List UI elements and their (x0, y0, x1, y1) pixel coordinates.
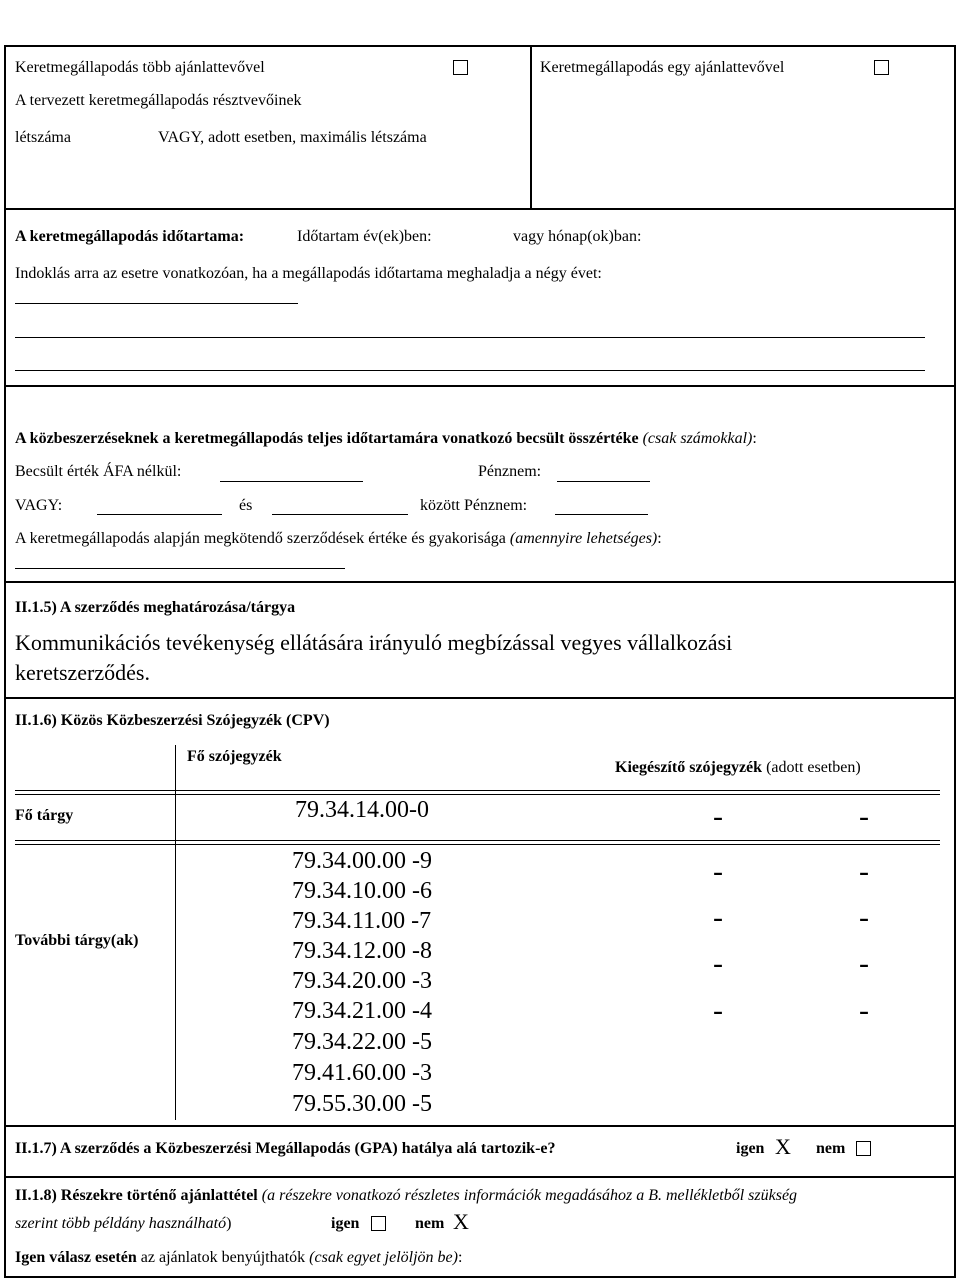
numbers-only-note: (csak számokkal) (642, 430, 753, 447)
estimated-value-label: Becsült érték ÁFA nélkül: (15, 463, 182, 480)
cpv-heading: II.1.6) Közös Közbeszerzési Szójegyzék (CPV) (15, 712, 330, 729)
colon: : (752, 430, 757, 447)
select-one-note: (csak egyet jelöljön be) (309, 1249, 458, 1266)
cpv-other-row-label: További tárgy(ak) (15, 932, 139, 949)
if-possible-note: (amennyire lehetséges) (509, 530, 658, 547)
lots-no-mark[interactable]: X (453, 1209, 469, 1234)
lots-note-paren: ) (226, 1215, 232, 1232)
lots-yes-checkbox[interactable] (371, 1216, 386, 1231)
cpv-other-code: 79.34.00.00 -9 (292, 848, 432, 874)
lots-heading (15, 1187, 797, 1205)
lots-answer-line (15, 1249, 462, 1267)
gpa-no-checkbox[interactable] (856, 1141, 871, 1156)
cpv-main-row-rule (15, 840, 940, 841)
gpa-question: II.1.7) A szerződés a Közbeszerzési Megállapodás (GPA) hatálya alá tartozik-e? (15, 1140, 556, 1157)
if-yes-label: Igen válasz esetén (15, 1249, 137, 1266)
duration-reason-label: Indoklás arra az esetre vonatkozóan, ha a megállapodás időtartama meghaladja a négy évet: (15, 265, 602, 282)
cpv-main-row-label: Fő tárgy (15, 807, 74, 824)
gpa-yes-mark[interactable]: X (775, 1134, 791, 1159)
gpa-no-label: nem (816, 1140, 846, 1157)
left-rule (4, 45, 6, 1277)
or-label: VAGY: (15, 497, 63, 514)
right-rule (954, 45, 956, 1277)
duration-years-label: Időtartam év(ek)ben: (297, 228, 432, 245)
cpv-main-row-rule-double (15, 844, 940, 845)
contract-subject-heading: II.1.5) A szerződés meghatározása/tárgya (15, 599, 296, 616)
framework-multi-label: Keretmegállapodás több ajánlattevővel (15, 59, 265, 76)
currency-field-2[interactable] (555, 514, 648, 515)
duration-months-label: vagy hónap(ok)ban: (513, 228, 642, 245)
cpv-main-supp-1: - (713, 800, 723, 833)
range-min-field[interactable] (97, 514, 222, 515)
contract-subject-text-2: keretszerződés. (15, 660, 150, 685)
cpv-other-supp: - (713, 901, 723, 934)
cpv-col-rule (175, 745, 176, 1120)
cpv-other-code: 79.34.10.00 -6 (292, 878, 432, 904)
reason-line-2[interactable] (15, 337, 925, 338)
cpv-other-code: 79.41.60.00 -3 (292, 1060, 432, 1086)
contract-subject-text-1: Kommunikációs tevékenység ellátására irányuló megbízással vegyes vállalkozási (15, 630, 733, 655)
cpv-main-column-header: Fő szójegyzék (187, 748, 282, 765)
max-headcount-label: VAGY, adott esetben, maximális létszáma (158, 129, 427, 146)
rule-2 (4, 208, 956, 210)
cpv-supplementary-column-header (615, 759, 861, 777)
cpv-header-rule-double (15, 794, 940, 795)
cpv-other-supp: - (859, 947, 869, 980)
gpa-yes-label: igen (736, 1140, 765, 1157)
currency-label-1: Pénznem: (478, 463, 542, 480)
colon: : (657, 530, 662, 547)
cpv-other-code: 79.34.21.00 -4 (292, 998, 432, 1024)
between-currency-label: között Pénznem: (420, 497, 528, 514)
cpv-main-code: 79.34.14.00-0 (295, 797, 429, 823)
framework-multi-checkbox[interactable] (453, 60, 468, 75)
cpv-other-supp: - (859, 994, 869, 1027)
contracts-value-heading (15, 530, 662, 548)
top-rule (4, 45, 956, 47)
cpv-other-code: 79.34.20.00 -3 (292, 968, 432, 994)
cpv-other-code: 79.34.12.00 -8 (292, 938, 432, 964)
lots-heading-label: II.1.8) Részekre történő ajánlattétel (15, 1187, 258, 1204)
lots-note-line-2 (15, 1215, 231, 1233)
middle-rule (530, 45, 532, 210)
cpv-other-code: 79.55.30.00 -5 (292, 1091, 432, 1117)
duration-label: A keretmegállapodás időtartama: (15, 228, 245, 245)
currency-field-1[interactable] (557, 481, 650, 482)
lots-no-label: nem (415, 1215, 445, 1232)
range-max-field[interactable] (272, 514, 408, 515)
cpv-other-code: 79.34.11.00 -7 (292, 908, 432, 934)
cpv-other-code: 79.34.22.00 -5 (292, 1029, 432, 1055)
cpv-main-supp-2: - (859, 800, 869, 833)
cpv-other-supp: - (859, 855, 869, 888)
lots-yes-label: igen (331, 1215, 360, 1232)
and-label: és (239, 497, 253, 514)
rule-3 (4, 385, 956, 387)
estimated-total-title: A közbeszerzéseknek a keretmegállapodás teljes időtartamára vonatkozó becsült összértéke (15, 430, 639, 447)
estimated-total-heading (15, 430, 757, 448)
bottom-rule (4, 1276, 956, 1278)
lots-note-1: (a részekre vonatkozó részletes információk megadásához a B. mellékletből szükség (261, 1187, 798, 1204)
framework-single-checkbox[interactable] (874, 60, 889, 75)
lots-note-2: szerint több példány használható (15, 1215, 227, 1232)
cpv-other-supp: - (859, 901, 869, 934)
estimated-value-field[interactable] (220, 481, 363, 482)
cpv-other-supp: - (713, 994, 723, 1027)
cpv-header-rule (15, 790, 940, 791)
rule-4 (4, 581, 956, 583)
contracts-value-label: A keretmegállapodás alapján megkötendő szerződések értéke és gyakorisága (15, 530, 506, 547)
supplementary-label: Kiegészítő szójegyzék (615, 759, 763, 776)
framework-single-label: Keretmegállapodás egy ajánlattevővel (540, 59, 785, 76)
if-applicable-note: (adott esetben) (766, 759, 861, 776)
rule-6 (4, 1125, 956, 1127)
participants-label: A tervezett keretmegállapodás résztvevőinek (15, 92, 302, 109)
headcount-label: létszáma (15, 129, 71, 146)
rule-7 (4, 1176, 956, 1178)
rule-5 (4, 697, 956, 699)
bids-submittable-label: az ajánlatok benyújthatók (140, 1249, 306, 1266)
reason-line-3[interactable] (15, 370, 925, 371)
cpv-other-supp: - (713, 855, 723, 888)
cpv-other-supp: - (713, 947, 723, 980)
reason-line-1[interactable] (15, 303, 298, 304)
colon: : (457, 1249, 463, 1266)
contracts-value-field[interactable] (15, 568, 345, 569)
